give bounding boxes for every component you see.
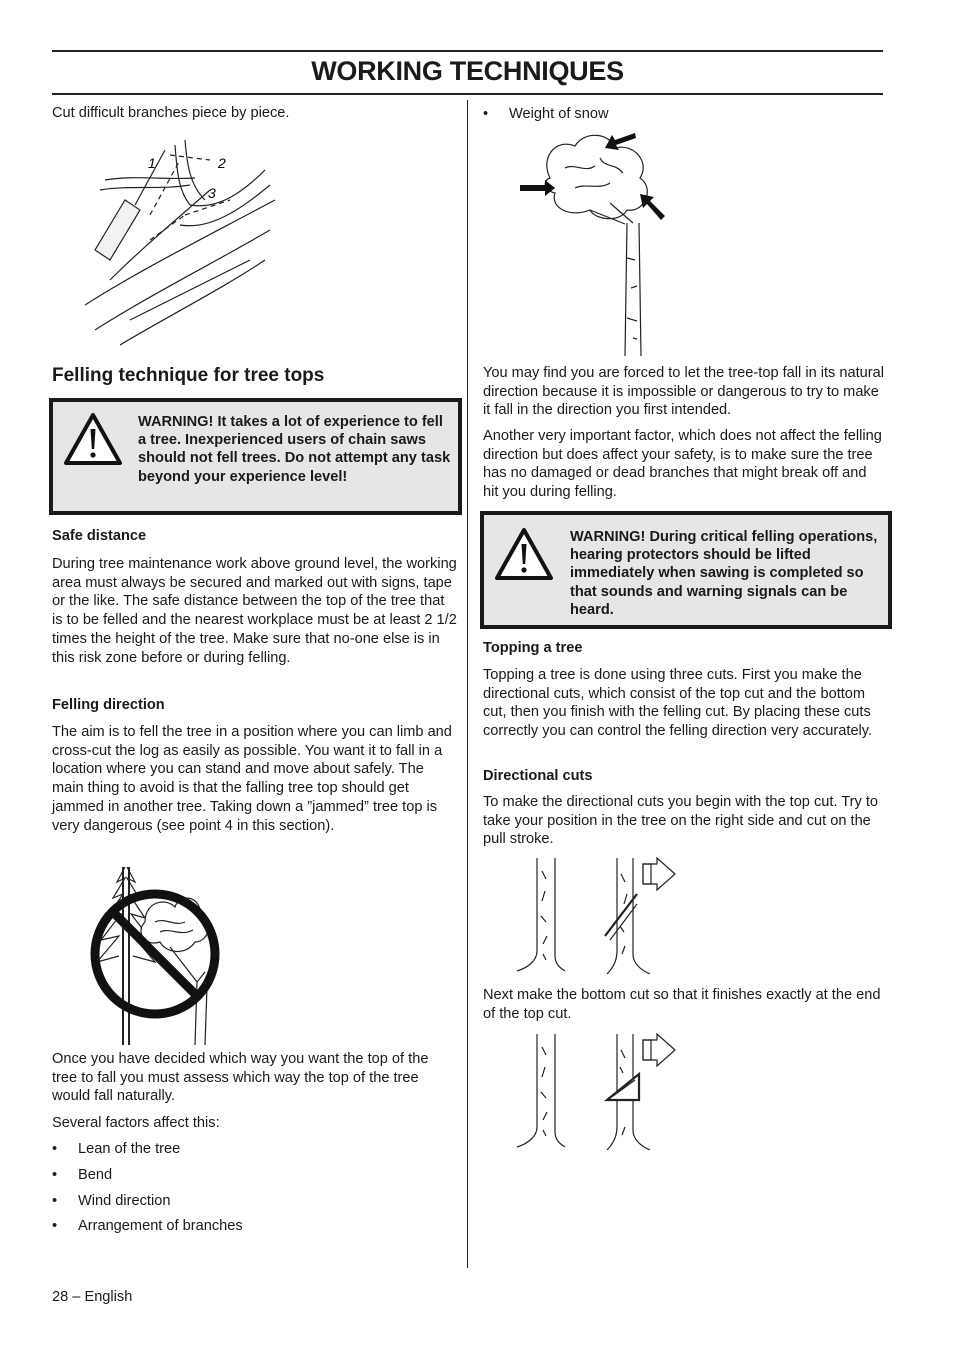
warning-text-1: WARNING! It takes a lot of experience to fell a tree. Inexperienced users of chain saws should not fell trees. Do not attempt any task beyond your experience level! [138,414,451,485]
bullet-mark: • [52,1218,58,1234]
warning-triangle-icon [63,412,123,466]
safety-factor-text: Another very important factor, which does not affect the felling direction but does affect your safety, is to make sure the tree has no damaged or dead branches that might break off and hit you during felling. [483,428,882,501]
natural-direction-text: You may find you are forced to let the tree-top fall in its natural direction because it is impossible or dangerous to try to make it fall in the direction you first intended. [483,365,885,419]
warning-triangle-icon [494,527,554,581]
figure-label-3: 3 [208,185,216,201]
top-cut-illustration [515,856,685,981]
topping-text: Topping a tree is done using three cuts. First you make the directional cuts, which consist of the top cut and the bottom cut, then you finish with the felling cut. By placing these cuts correctly you can control the felling direction very accurately. [483,667,873,740]
felling-direction-heading: Felling direction [52,697,165,713]
factors-intro: Several factors affect this: [52,1115,220,1131]
warning-box-2 [480,511,892,629]
warning-box-1 [49,398,462,515]
bullet-mark: • [483,106,489,122]
safe-distance-heading: Safe distance [52,528,147,544]
bullet-mark: • [52,1167,58,1183]
factor-item-text: Arrangement of branches [78,1218,243,1234]
section-title: Felling technique for tree tops [52,365,325,386]
figure-label-2: 2 [218,155,226,171]
directional-cuts-text: To make the directional cuts you begin with the top cut. Try to take your position in the tree on the right side and cut on the pull stroke. [483,794,879,848]
factor-item-text: Lean of the tree [78,1141,181,1157]
column-divider [467,100,468,1268]
jammed-tree-prohibition-illustration [85,862,225,1047]
factor-item-text: Wind direction [78,1193,171,1209]
page-footer: 28 – English [52,1289,133,1305]
bullet-mark: • [52,1141,58,1157]
assess-text: Once you have decided which way you want the top of the tree to fall you must assess which way the top of the tree would fall naturally. [52,1051,429,1105]
factor-item-text: Weight of snow [509,106,609,122]
directional-cuts-heading: Directional cuts [483,768,593,784]
snow-weight-illustration [515,128,675,358]
topping-heading: Topping a tree [483,640,583,656]
bottom-cut-text: Next make the bottom cut so that it finishes exactly at the end of the top cut. [483,987,881,1022]
felling-direction-text: The aim is to fell the tree in a position where you can limb and cross-cut the log as easily as possible. You want it to fall in a location where you can stand and move about safely. The main thing to avoid is that the falling tree top should get jammed in another tree. Taking down a ”jammed” tree top is very dangerous (see point 4 in this section). [52,724,452,834]
warning-text-2: WARNING! During critical felling operations, hearing protectors should be lifted immediately when sawing is completed so that sounds and warning signals can be heard. [570,529,878,618]
bottom-cut-illustration [515,1032,685,1157]
intro-text: Cut difficult branches piece by piece. [52,105,290,121]
header-rule-bottom [52,93,883,95]
page-title: WORKING TECHNIQUES [311,56,624,86]
bullet-mark: • [52,1193,58,1209]
safe-distance-text: During tree maintenance work above ground level, the working area must always be secured and marked out with signs, tape or the like. The safe distance between the top of the tree that is to be felled and the nearest workplace must be at least 2 1/2 times the height of the tree. Make sure that no-one else is in this risk zone before or during felling. [52,556,457,666]
factor-item-text: Bend [78,1167,113,1183]
branch-cut-illustration [80,130,280,360]
header-rule-top [52,50,883,52]
figure-label-1: 1 [148,155,156,171]
